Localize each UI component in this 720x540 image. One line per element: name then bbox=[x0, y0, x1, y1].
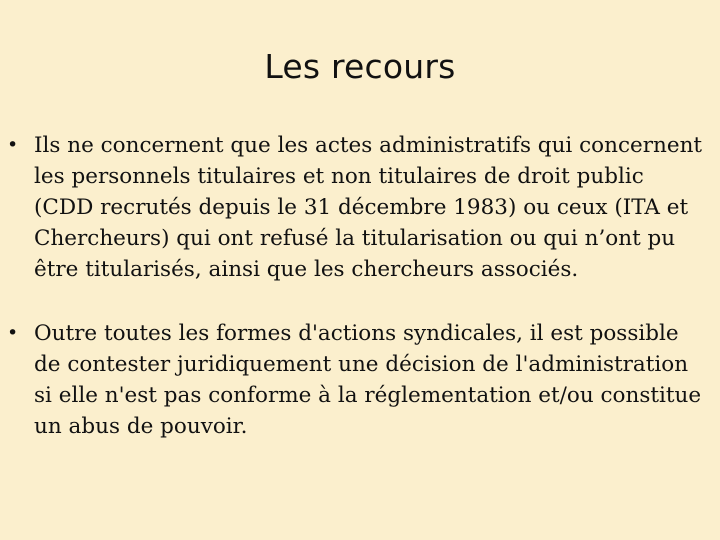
bullet-icon: • bbox=[7, 134, 19, 156]
bullet-icon: • bbox=[7, 322, 19, 344]
bullet-list bbox=[0, 130, 720, 442]
bullet-text: Outre toutes les formes d'actions syndicales, il est possible de contester juridiquement une décision de l'administration si elle n'est pas conforme à la réglementation et/ou constitue un abus de pouvoir. bbox=[34, 321, 702, 439]
bullet-item-2 bbox=[0, 318, 720, 442]
slide-title: Les recours bbox=[264, 47, 456, 86]
bullet-text: Ils ne concernent que les actes administratifs qui concernent les personnels titulaires et non titulaires de droit public (CDD recrutés depuis le 31 décembre 1983) ou ceux (ITA et Chercheurs) qui ont refusé la titularisation ou qui n’ont pu être titularisés, ainsi que les chercheurs associés. bbox=[34, 133, 703, 282]
bullet-item-1 bbox=[0, 130, 720, 285]
